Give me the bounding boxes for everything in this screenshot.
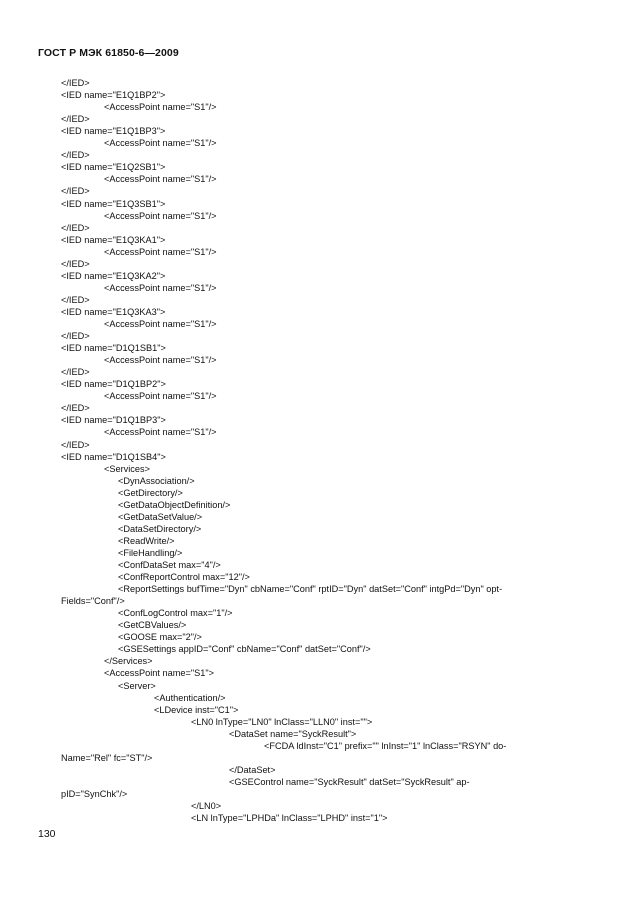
code-line: <DataSetDirectory/> [118,523,202,534]
code-line: <IED name="E1Q1BP2"> [61,90,166,101]
code-line: <GSEControl name="SyckResult" datSet="SyckResult" ap- [229,776,470,787]
page-number: 130 [38,828,56,840]
code-line: </IED> [61,258,90,269]
code-line: <ReportSettings bufTime="Dyn" cbName="Conf" rptID="Dyn" datSet="Conf" intgPd="Dyn" opt- [118,584,503,595]
code-line: <GetCBValues/> [118,620,187,631]
code-line: </IED> [61,150,90,161]
code-line: <IED name="D1Q1BP3"> [61,415,166,426]
code-line: <IED name="D1Q1SB4"> [61,451,166,462]
code-line: </IED> [61,403,90,414]
code-line: </DataSet> [229,764,276,775]
code-line: <AccessPoint name="S1"/> [104,319,217,329]
code-line: <IED name="D1Q1BP2"> [61,379,166,390]
code-line: <AccessPoint name="S1"/> [104,282,217,293]
code-line: </Services> [104,656,153,667]
code-line: Fields="Conf"/> [61,596,125,607]
code-line: </IED> [61,367,90,378]
code-line: <AccessPoint name="S1"/> [104,174,217,185]
code-line: <AccessPoint name="S1"/> [104,138,217,149]
code-line: Name="Rel" fc="ST"/> [61,752,153,763]
code-line: <FileHandling/> [118,547,183,558]
code-line: <AccessPoint name="S1"> [104,668,214,679]
code-line: <ConfLogControl max="1"/> [118,608,233,619]
code-line: <ReadWrite/> [118,535,175,546]
code-line: <IED name="E1Q3KA1"> [61,234,166,245]
code-line: </LN0> [191,801,222,811]
code-line: </IED> [61,222,90,233]
code-line: <GetDirectory/> [118,487,183,498]
code-line: </IED> [61,78,90,88]
code-line: <Server> [118,680,156,691]
code-line: <Services> [104,463,150,474]
code-line: <AccessPoint name="S1"/> [104,210,217,221]
code-line: </IED> [61,114,90,125]
code-line: <DataSet name="SyckResult"> [229,728,357,739]
code-line: <GetDataSetValue/> [118,511,203,522]
code-line: <GetDataObjectDefinition/> [118,499,231,510]
code-line: <ConfDataSet max="4"/> [118,560,221,570]
code-line: <LN0 lnType="LN0" lnClass="LLN0" inst=""> [191,716,373,727]
code-line: </IED> [61,186,90,197]
code-line: <IED name="E1Q2SB1"> [61,162,166,173]
code-line: <AccessPoint name="S1"/> [104,427,217,438]
code-line: <IED name="E1Q3KA2"> [61,270,166,281]
code-line: <IED name="D1Q1SB1"> [61,343,166,354]
code-line: <GOOSE max="2"/> [118,632,202,643]
code-line: <AccessPoint name="S1"/> [104,355,217,366]
code-line: </IED> [61,439,90,450]
code-line: <AccessPoint name="S1"/> [104,246,217,257]
code-line: <LDevice inst="C1"> [154,704,239,715]
code-line: <IED name="E1Q3KA3"> [61,306,166,317]
code-line: </IED> [61,331,90,342]
code-line: <Authentication/> [154,692,226,703]
code-line: <LN lnType="LPHDa" lnClass="LPHD" inst="1"> [191,813,388,824]
code-line: <ConfReportControl max="12"/> [118,572,250,583]
code-line: </IED> [61,294,90,305]
code-line: <AccessPoint name="S1"/> [104,391,217,402]
code-line: <FCDA ldInst="C1" prefix="" lnInst="1" lnClass="RSYN" do- [264,740,507,751]
code-line: <IED name="E1Q1BP3"> [61,126,166,137]
code-line: <AccessPoint name="S1"/> [104,102,217,113]
code-line: <GSESettings appID="Conf" cbName="Conf" datSet="Conf"/> [118,644,371,655]
code-line: <IED name="E1Q3SB1"> [61,198,166,209]
page-header: ГОСТ Р МЭК 61850-6—2009 [38,47,179,59]
code-line: <DynAssociation/> [118,475,195,486]
code-line: pID="SynChk"/> [61,788,128,799]
